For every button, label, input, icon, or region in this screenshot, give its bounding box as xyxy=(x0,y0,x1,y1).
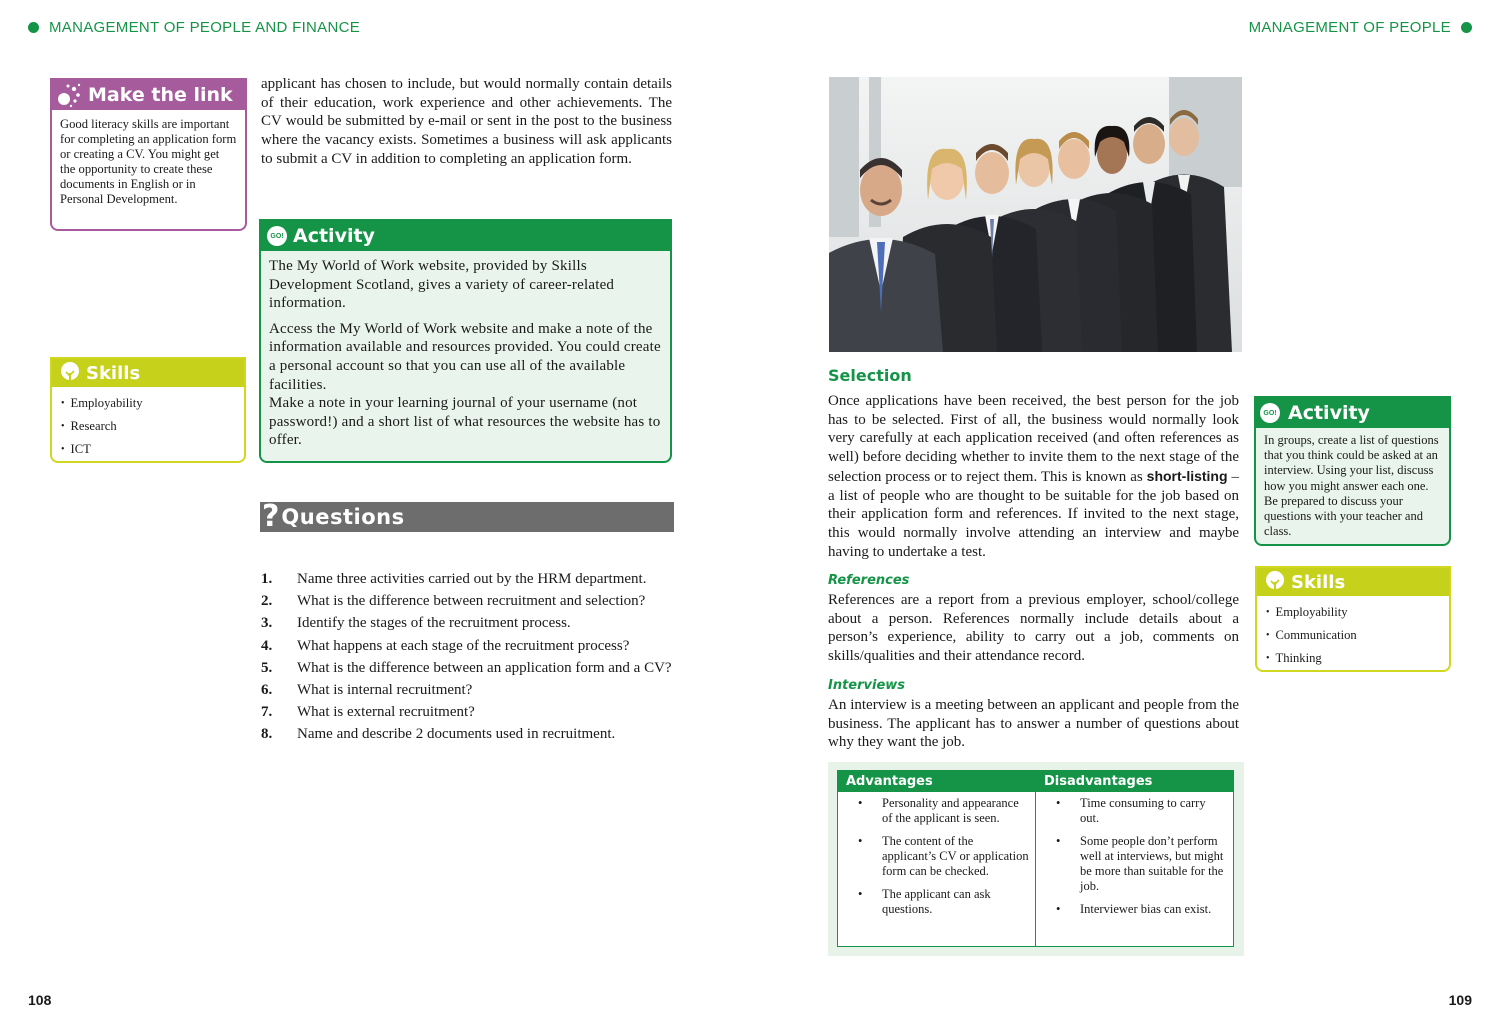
go-icon: GO! xyxy=(267,226,287,246)
intro-paragraph: applicant has chosen to include, but would normally contain details of their education, work experience and other achievements. The CV would be submitted by e-mail or sent in the post to the business where the vacancy exists. Sometimes a business will ask applicants to submit a CV in addition to completing an application form. xyxy=(261,76,672,167)
question-item: 8. Name and describe 2 documents used in recruitment. xyxy=(261,726,616,743)
question-item: 2. What is the difference between recruitment and selection? xyxy=(261,593,646,610)
question-item: 4. What happens at each stage of the recruitment process? xyxy=(261,637,630,654)
question-item: 1. Name three activities carried out by the HRM department. xyxy=(261,571,647,587)
running-head-right xyxy=(1249,19,1472,36)
skills-title: Skills xyxy=(86,362,141,384)
interviews-paragraph: An interview is a meeting between an applicant and people from the business. The applicant has to answer a number of questions about why they want the job. xyxy=(828,697,1239,751)
link-sparkle-icon xyxy=(56,82,82,108)
skills-item: • Employability xyxy=(1266,605,1348,619)
disadvantage-item: • Time consuming to carry out. xyxy=(1056,796,1206,825)
question-item: 7. What is external recruitment? xyxy=(261,704,475,721)
advantage-item: • Personality and appearance of the applicant is seen. xyxy=(858,796,1019,825)
page-number-right: 109 xyxy=(1448,992,1472,1008)
make-the-link-title: Make the link xyxy=(88,84,233,106)
interviews-heading: Interviews xyxy=(828,678,906,693)
skills-title: Skills xyxy=(1291,571,1346,593)
questions-header xyxy=(260,499,674,534)
activity-paragraph: The My World of Work website, provided by Skills Development Scotland, gives a variety of career-related information. xyxy=(269,258,615,312)
make-the-link-header xyxy=(52,80,245,110)
tree-icon xyxy=(58,361,82,385)
go-icon: GO! xyxy=(1260,403,1280,423)
skills-item: • Thinking xyxy=(1266,651,1322,665)
skills-item: • Employability xyxy=(61,396,143,410)
references-paragraph: References are a report from a previous employer, school/college about a person. References normally include details about a person’s experience, ability to carry out a job, comments on skills/qualities and their attendance record. xyxy=(828,592,1239,665)
activity-header xyxy=(261,221,670,251)
make-the-link-box xyxy=(50,78,247,231)
activity-box-left xyxy=(259,219,672,463)
question-item: 5. What is the difference between an application form and a CV? xyxy=(261,659,672,676)
pros-cons-table xyxy=(837,770,1234,947)
skills-box-left xyxy=(50,357,246,463)
selection-heading: Selection xyxy=(828,366,912,385)
activity-box-right xyxy=(1254,396,1451,546)
disadvantages-header: Disadvantages xyxy=(1036,771,1233,792)
bullet-dot-icon xyxy=(28,22,39,33)
activity-header xyxy=(1256,398,1449,428)
short-listing-term: short-listing xyxy=(1146,467,1228,484)
activity-title: Activity xyxy=(293,225,375,247)
question-mark-icon: ? xyxy=(262,499,280,534)
question-item: 6. What is internal recruitment? xyxy=(261,681,473,698)
advantages-header: Advantages xyxy=(838,771,1035,792)
selection-paragraph: Once applications have been received, the best person for the job has to be selected. First of all, the business would normally look very carefully at each application received (and often references as well) before deciding whether to invite them to the next stage of the selection process or to reject them. This is known as short-listing – a list of people who are thought to be suitable for the job based on their application form and references. If invited to the next stage, this would normally involve attending an interview and maybe having to undertake a test. xyxy=(828,393,1239,560)
skills-item: • Research xyxy=(61,419,117,433)
activity-paragraph: Access the My World of Work website and make a note of the information available and resources provided. You could create a personal account so that you can use all of the available facilities. xyxy=(269,320,661,393)
activity-text: In groups, create a list of questions that you think could be asked at an interview. Using your list, discuss how you might answer each one. Be prepared to discuss your questions with your teacher and class. xyxy=(1264,433,1439,539)
make-the-link-text: Good literacy skills are important for completing an application form or creating a CV. You might get the opportunity to create these documents in English or in Personal Development. xyxy=(60,117,237,206)
page-number-left: 108 xyxy=(28,992,52,1008)
running-head-left-text: MANAGEMENT OF PEOPLE AND FINANCE xyxy=(49,19,361,36)
running-head-right-text: MANAGEMENT OF PEOPLE xyxy=(1248,19,1451,36)
activity-title: Activity xyxy=(1288,402,1370,424)
questions-list xyxy=(261,570,673,748)
tree-icon xyxy=(1263,570,1287,594)
activity-paragraph: Make a note in your learning journal of your username (not password!) and a short list of what resources the website has to offer. xyxy=(269,395,661,449)
advantage-item: • The content of the applicant’s CV or application form can be checked. xyxy=(858,834,1029,878)
skills-box-right xyxy=(1255,566,1451,672)
disadvantages-column xyxy=(1035,771,1233,946)
advantage-item: • The applicant can ask questions. xyxy=(858,887,991,916)
question-item: 3. Identify the stages of the recruitment process. xyxy=(261,615,571,632)
advantages-column xyxy=(838,771,1035,946)
disadvantage-item: • Interviewer bias can exist. xyxy=(1056,902,1212,916)
bullet-dot-icon xyxy=(1461,22,1472,33)
references-heading: References xyxy=(828,573,910,588)
running-head-left xyxy=(28,19,360,36)
skills-item: • Communication xyxy=(1266,628,1357,642)
business-team-photo xyxy=(829,77,1242,352)
questions-title: Questions xyxy=(281,505,405,529)
skills-header xyxy=(1257,568,1449,596)
skills-item: • ICT xyxy=(61,442,91,456)
skills-header xyxy=(52,359,244,387)
disadvantage-item: • Some people don’t perform well at interviews, but might be more than suitable for the job. xyxy=(1056,834,1224,893)
interview-pros-cons-panel xyxy=(828,762,1244,956)
